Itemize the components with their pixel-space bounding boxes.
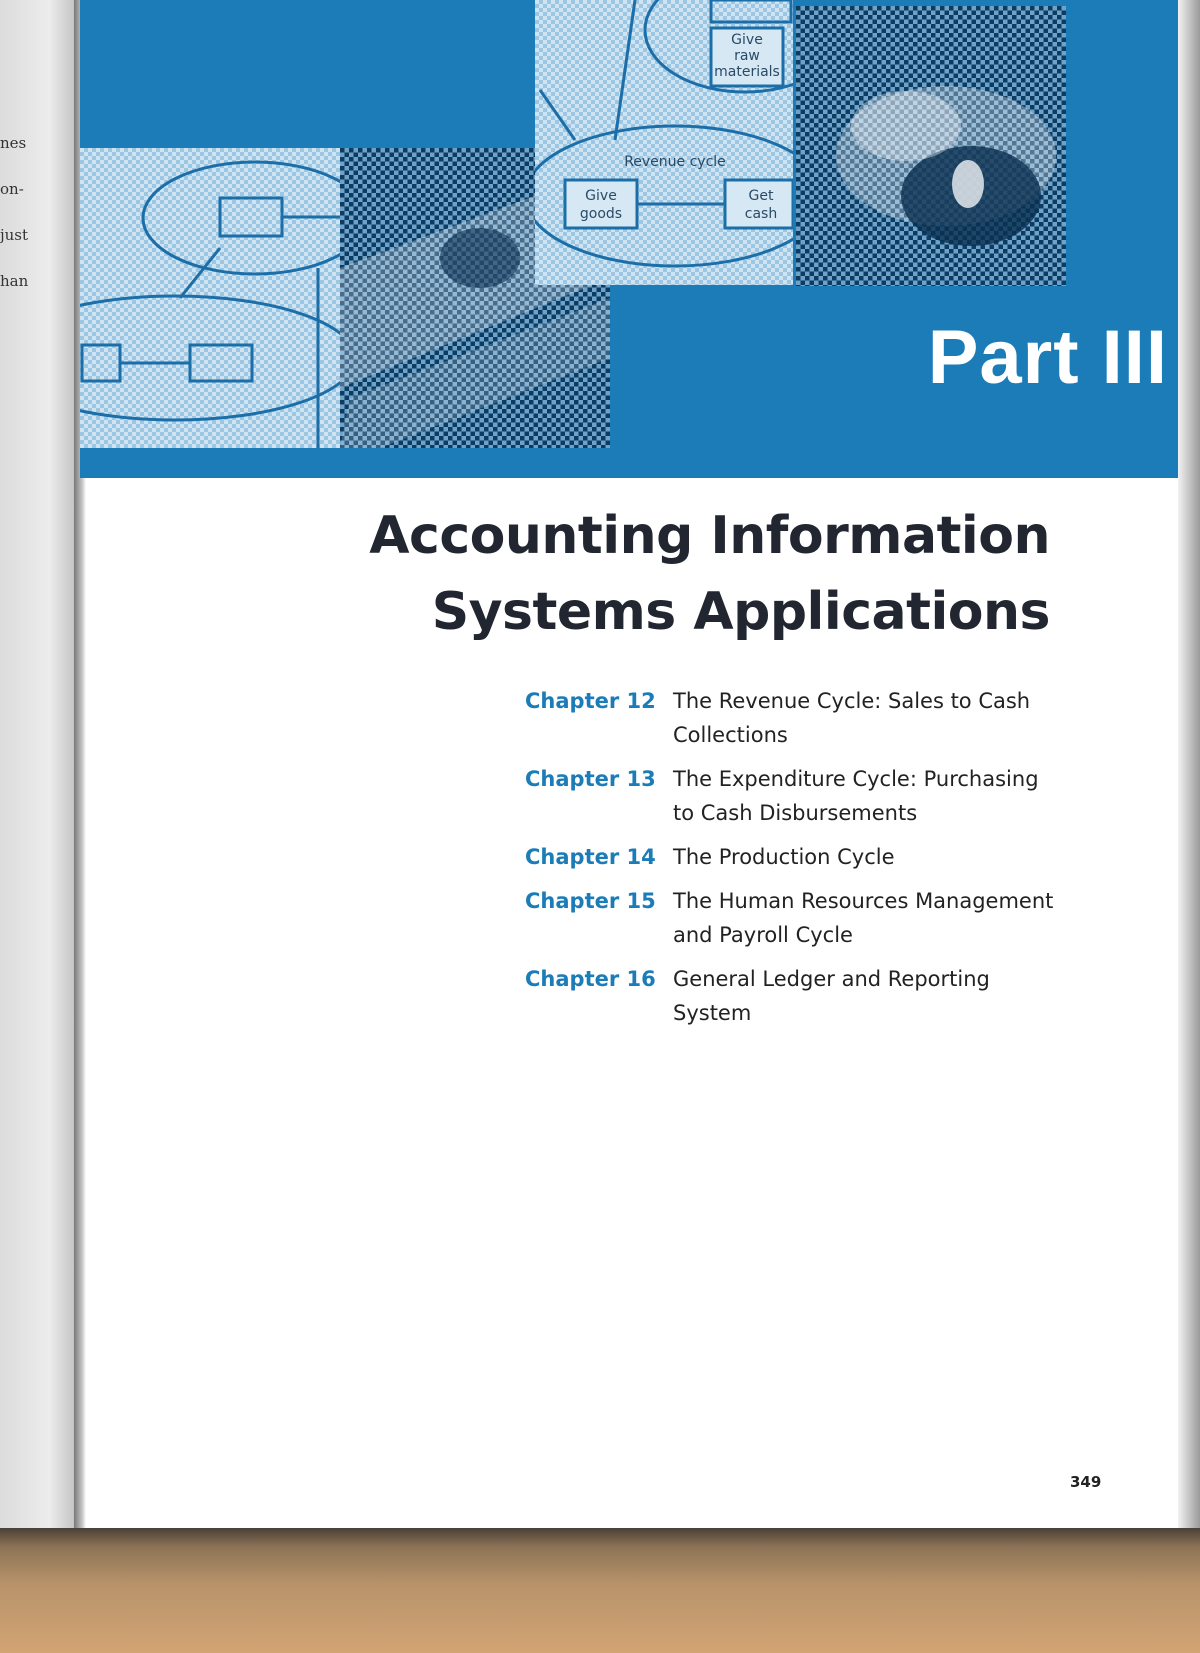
chapter-label: Chapter 14 bbox=[525, 845, 656, 869]
diagram-right-box-text: Get bbox=[748, 188, 774, 204]
diagram-left-graphic bbox=[80, 148, 340, 448]
part-title: Part III bbox=[927, 315, 1168, 400]
computer-mouse-photo bbox=[796, 6, 1066, 286]
left-page-fragment: just bbox=[0, 226, 29, 244]
chapter-label: Chapter 16 bbox=[525, 967, 656, 991]
chapter-item bbox=[525, 962, 1065, 1030]
chapter-label: Chapter 15 bbox=[525, 889, 656, 913]
page-title-line-2: Systems Applications bbox=[431, 582, 1050, 642]
left-page-edge bbox=[0, 0, 82, 1540]
chapter-title: The Expenditure Cycle: Purchasing to Cash Disbursements bbox=[673, 767, 1039, 825]
book-bottom-edge bbox=[0, 1528, 1200, 1653]
chapter-label: Chapter 13 bbox=[525, 767, 656, 791]
chapter-list bbox=[525, 684, 1065, 1040]
left-page-fragment: nes bbox=[0, 134, 27, 152]
diagram-left-box-text: Give bbox=[585, 188, 617, 204]
revenue-cycle-graphic bbox=[535, 0, 793, 285]
left-page-fragment: on- bbox=[0, 180, 24, 198]
page-number: 349 bbox=[1070, 1473, 1102, 1491]
diagram-right-box-text: cash bbox=[744, 206, 778, 222]
chapter-title: General Ledger and Reporting System bbox=[673, 967, 990, 1025]
banner-rule bbox=[80, 458, 1178, 478]
part-banner bbox=[80, 0, 1178, 478]
diagram-cycle-label: Revenue cycle bbox=[624, 154, 726, 170]
page-title-line-1: Accounting Information bbox=[369, 506, 1050, 566]
chapter-item bbox=[525, 884, 1065, 952]
page-right-edge bbox=[1178, 0, 1200, 1540]
chapter-item bbox=[525, 840, 1065, 874]
diagram-top-box-text: Give bbox=[731, 32, 763, 48]
left-page-fragment: han bbox=[0, 272, 29, 290]
diagram-left-box-text: goods bbox=[579, 206, 623, 222]
chapter-item bbox=[525, 762, 1065, 830]
mouse-graphic bbox=[796, 6, 1066, 286]
chapter-title: The Human Resources Management and Payroll Cycle bbox=[673, 889, 1054, 947]
chapter-label: Chapter 12 bbox=[525, 689, 656, 713]
chapter-title: The Production Cycle bbox=[673, 845, 895, 869]
chapter-item bbox=[525, 684, 1065, 752]
diagram-top-box-text: raw bbox=[734, 48, 760, 64]
revenue-cycle-diagram bbox=[535, 0, 793, 285]
diagram-top-box-text: materials bbox=[714, 64, 780, 80]
diagram-panel-left bbox=[80, 148, 340, 448]
chapter-title: The Revenue Cycle: Sales to Cash Collections bbox=[673, 689, 1031, 747]
